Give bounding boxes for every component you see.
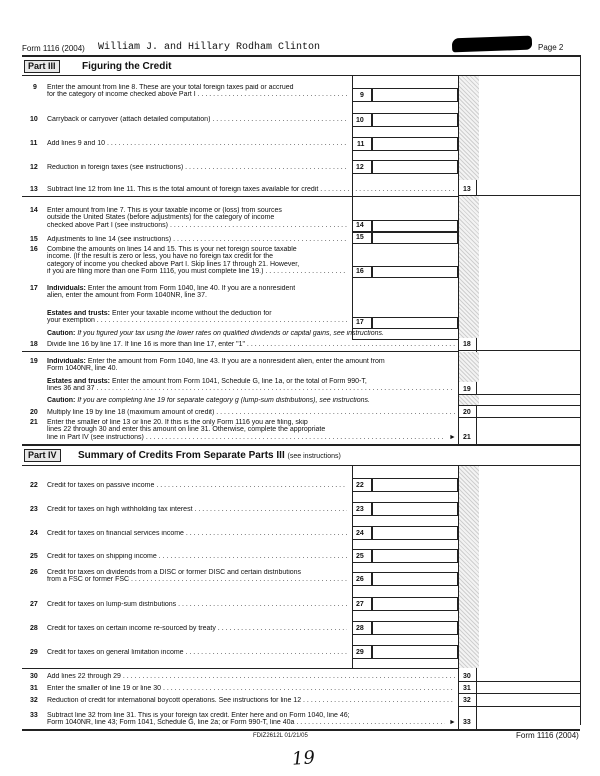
- taxpayer-name: William J. and Hillary Rodham Clinton: [98, 42, 321, 53]
- line-20-num: 20: [30, 409, 38, 416]
- line-26-box: 26: [356, 576, 364, 583]
- line-19-num: 19: [30, 358, 38, 365]
- line-12-box: 12: [356, 164, 364, 171]
- line-10-box: 10: [356, 117, 364, 124]
- line-25-amount[interactable]: [372, 549, 458, 563]
- line-18-desc: Divide line 16 by line 17. If line 16 is more than line 17, enter "1" . . .: [47, 341, 455, 348]
- redaction-mark: [452, 36, 532, 53]
- line-27-desc: Credit for taxes on lump-sum distributions . . .: [47, 601, 347, 608]
- line-33-num: 33: [30, 712, 38, 719]
- line-11-num: 11: [30, 140, 38, 147]
- line-15-num: 15: [30, 236, 38, 243]
- line-29-box: 29: [356, 649, 364, 656]
- line-29-amount[interactable]: [372, 645, 458, 659]
- line-17-box: 17: [356, 319, 364, 326]
- line-25-desc: Credit for taxes on shipping income . . .: [47, 553, 347, 560]
- shaded-column-part4: [459, 466, 479, 668]
- line-22-box: 22: [356, 482, 364, 489]
- line-10-desc: Carryback or carryover (attach detailed computation) . . .: [47, 116, 347, 123]
- part3-title: Figuring the Credit: [82, 61, 172, 72]
- footer-form-label: Form 1116 (2004): [516, 731, 579, 740]
- line-20-box: 20: [463, 409, 471, 416]
- line-9-desc: Enter the amount from line 8. These are your total foreign taxes paid or accrued for the category of income checked above Part I . . .: [47, 84, 347, 101]
- line-16-num: 16: [30, 246, 38, 253]
- line-28-desc: Credit for taxes on certain income re-sourced by treaty . . .: [47, 625, 347, 632]
- line-31-desc: Enter the smaller of line 19 or line 30 . . .: [47, 685, 455, 692]
- handwritten-page-number: 19: [291, 747, 316, 770]
- line-12-desc: Reduction in foreign taxes (see instructions) . . .: [47, 164, 347, 171]
- line-18-box: 18: [463, 341, 471, 348]
- part4-title: Summary of Credits From Separate Parts III (see instructions): [78, 450, 341, 461]
- line-21-desc: Enter the smaller of line 13 or line 20. If this is the only Form 1116 you are filing, skip lines 22 through 30 and enter this amount on line 31. Otherwise, complete the appropriate line in Part IV (see instructions) . . .: [47, 419, 445, 444]
- line-20-desc: Multiply line 19 by line 18 (maximum amount of credit) . . .: [47, 409, 455, 416]
- line-31-num: 31: [30, 685, 38, 692]
- arrow-icon: ►: [449, 434, 456, 441]
- line-22-amount[interactable]: [372, 478, 458, 492]
- page-number: Page 2: [538, 43, 564, 52]
- line-14-amount[interactable]: [372, 220, 458, 232]
- line-22-num: 22: [30, 482, 38, 489]
- line-28-num: 28: [30, 625, 38, 632]
- line-14-box: 14: [356, 222, 364, 229]
- line-19-desc: Individuals: Enter the amount from Form 1040, line 43. If you are a nonresident alien, enter the amount from Form 1040NR, line 40.: [47, 358, 385, 373]
- caution-lump-sum: Caution: If you are completing line 19 for separate category g (lump-sum distributions), see instructions.: [47, 397, 370, 404]
- line-29-desc: Credit for taxes on general limitation income . . .: [47, 649, 347, 656]
- line-18-amount[interactable]: [476, 336, 580, 351]
- line-31-box: 31: [463, 685, 471, 692]
- line-27-box: 27: [356, 601, 364, 608]
- part3-label: Part III: [24, 60, 60, 73]
- line-15-desc: Adjustments to line 14 (see instructions) . . .: [47, 236, 347, 243]
- line-9-num: 9: [33, 84, 37, 91]
- line-9-amount[interactable]: [372, 88, 458, 102]
- line-24-amount[interactable]: [372, 526, 458, 540]
- line-26-num: 26: [30, 569, 38, 576]
- line-13-desc: Subtract line 12 from line 11. This is the total amount of foreign taxes available for credit . . .: [47, 186, 455, 193]
- line-10-num: 10: [30, 116, 38, 123]
- line-32-desc: Reduction of credit for international boycott operations. See instructions for line 12 . . .: [47, 697, 455, 704]
- line-28-amount[interactable]: [372, 621, 458, 635]
- line-11-box: 11: [357, 141, 365, 148]
- line-19-box: 19: [463, 386, 471, 393]
- line-14-desc: Enter amount from line 7. This is your taxable income or (loss) from sources outside the United States (before adjustments) for the category of income checked above Part I (see instructions) . . .: [47, 207, 347, 232]
- line-17-estates: Estates and trusts: Enter your taxable income without the deduction for your exemption . . .: [47, 310, 347, 327]
- line-9-box: 9: [360, 92, 364, 99]
- line-25-box: 25: [356, 553, 364, 560]
- line-23-desc: Credit for taxes on high withholding tax interest . . .: [47, 506, 347, 513]
- arrow-icon: ►: [449, 719, 456, 726]
- line-11-amount[interactable]: [372, 137, 458, 151]
- line-19-estates: Estates and trusts: Enter the amount from Form 1041, Schedule G, line 1a, or the total of Form 990-T, lines 36 and 37 . . .: [47, 378, 452, 395]
- line-26-amount[interactable]: [372, 572, 458, 586]
- line-15-amount[interactable]: [372, 232, 458, 244]
- line-23-num: 23: [30, 506, 38, 513]
- line-16-box: 16: [356, 268, 364, 275]
- line-28-box: 28: [356, 625, 364, 632]
- line-23-amount[interactable]: [372, 502, 458, 516]
- line-30-desc: Add lines 22 through 29 . . .: [47, 673, 455, 680]
- line-13-box: 13: [463, 186, 471, 193]
- form-label: Form 1116 (2004): [22, 44, 85, 53]
- line-32-box: 32: [463, 697, 471, 704]
- caution-capital-gains: Caution: If you figured your tax using the lower rates on qualified dividends or capital gains, see instructions.: [47, 330, 384, 337]
- line-27-num: 27: [30, 601, 38, 608]
- line-24-box: 24: [356, 530, 364, 537]
- line-12-num: 12: [30, 164, 38, 171]
- line-15-box: 15: [356, 234, 364, 241]
- line-14-num: 14: [30, 207, 38, 214]
- shaded-area-caution: [459, 395, 479, 405]
- line-30-box: 30: [463, 673, 471, 680]
- line-17-num: 17: [30, 285, 38, 292]
- line-24-num: 24: [30, 530, 38, 537]
- line-21-num: 21: [30, 419, 38, 426]
- line-22-desc: Credit for taxes on passive income . . .: [47, 482, 347, 489]
- shaded-area-14-17: [459, 196, 479, 338]
- line-17-desc: Individuals: Enter the amount from Form 1040, line 40. If you are a nonresident alien, enter the amount from Form 1040NR, line 37.: [47, 285, 296, 300]
- line-23-box: 23: [356, 506, 364, 513]
- line-17-amount[interactable]: [372, 317, 458, 329]
- line-18-num: 18: [30, 341, 38, 348]
- line-33-desc: Subtract line 32 from line 31. This is your foreign tax credit. Enter here and on Form 1040, line 46; Form 1040NR, line 43; Form 1041, Schedule G, line 2a; or Form 990-T, line 40a . . .: [47, 712, 445, 729]
- form-code: FDIZ2612L 01/21/05: [253, 733, 308, 739]
- part4-label: Part IV: [24, 449, 61, 462]
- line-24-desc: Credit for taxes on financial services income . . .: [47, 530, 347, 537]
- line-29-num: 29: [30, 649, 38, 656]
- shaded-area-19: [459, 352, 479, 382]
- line-16-desc: Combine the amounts on lines 14 and 15. This is your net foreign source taxable income. (If the result is zero or less, you have no foreign tax credit for the category of income you checked above Part I. Skip lines 17 through 21. However, if you are filing more than one Form 1116, you must complete line 19.) . . .: [47, 246, 347, 278]
- line-12-amount[interactable]: [372, 160, 458, 174]
- shaded-column-part3: [459, 76, 479, 180]
- line-32-num: 32: [30, 697, 38, 704]
- line-33-box: 33: [463, 719, 471, 726]
- line-10-amount[interactable]: [372, 113, 458, 127]
- line-25-num: 25: [30, 553, 38, 560]
- line-26-desc: Credit for taxes on dividends from a DISC or former DISC and certain distributions from a FSC or former FSC . . .: [47, 569, 347, 586]
- line-13-num: 13: [30, 186, 38, 193]
- line-30-num: 30: [30, 673, 38, 680]
- line-27-amount[interactable]: [372, 597, 458, 611]
- line-11-desc: Add lines 9 and 10 . . .: [47, 140, 347, 147]
- line-16-amount[interactable]: [372, 266, 458, 278]
- line-21-box: 21: [463, 434, 471, 441]
